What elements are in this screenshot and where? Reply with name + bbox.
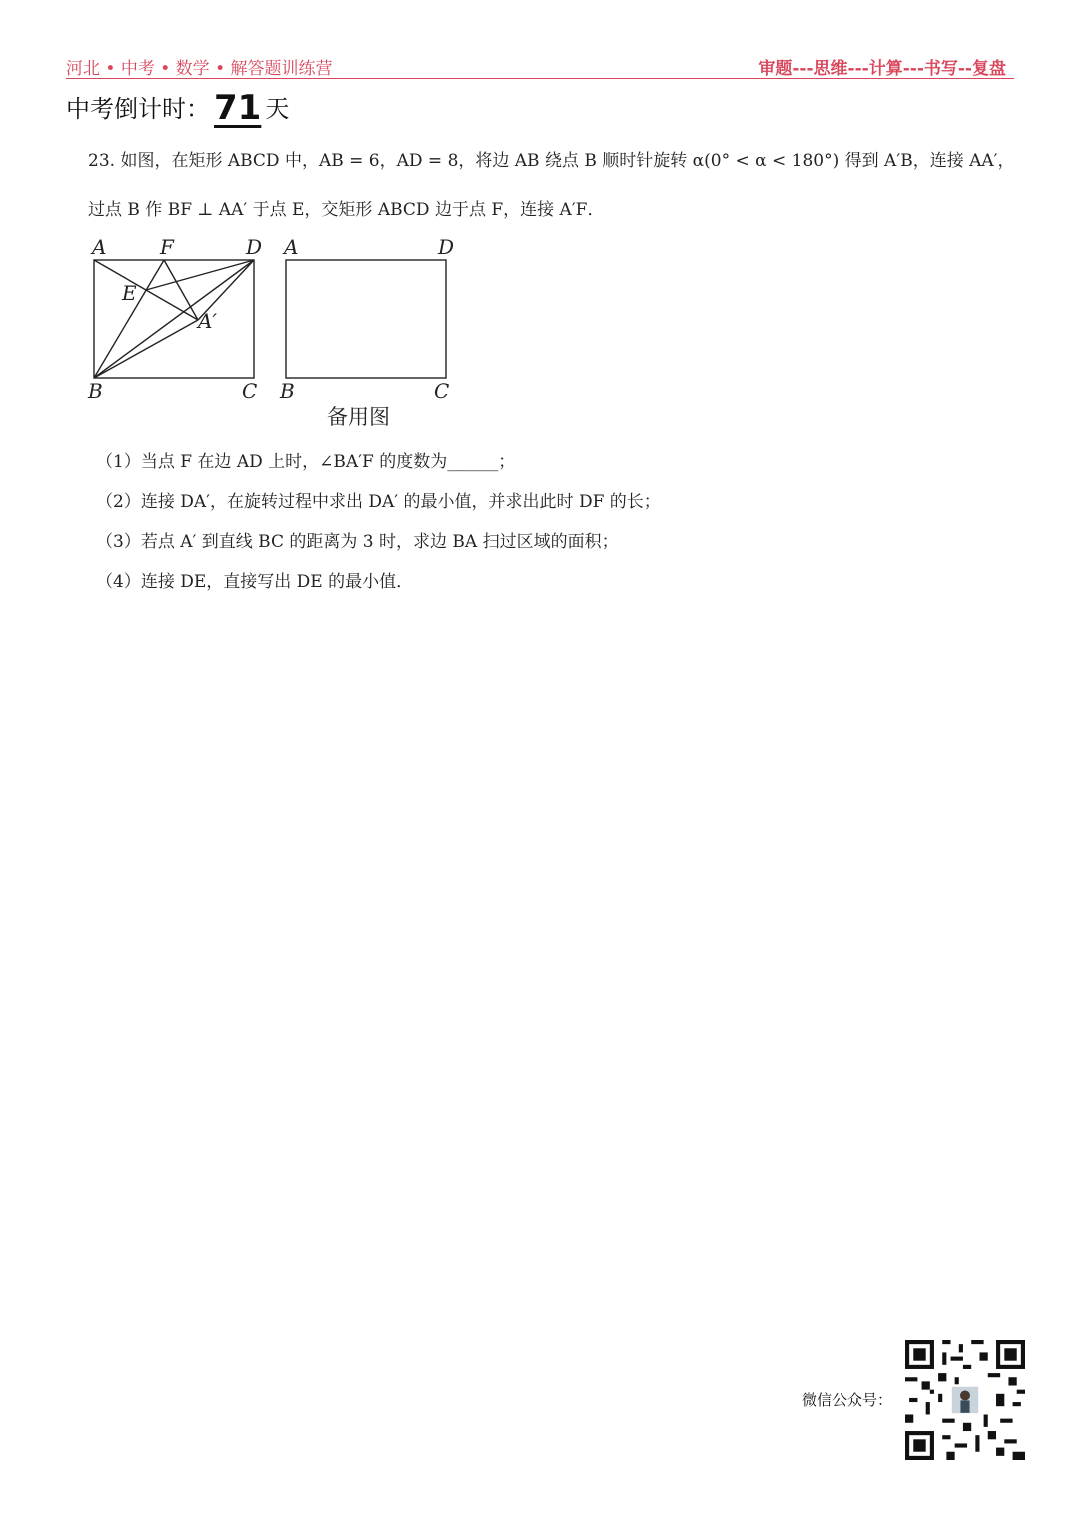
sub-question-3: （3）若点 A′ 到直线 BC 的距离为 3 时，求边 BA 扫过区域的面积；: [96, 532, 619, 552]
backup-label-a: A: [284, 235, 299, 259]
countdown-suffix: 天: [265, 95, 290, 123]
question-stem-line-2: 过点 B 作 BF ⊥ AA′ 于点 E，交矩形 ABCD 边于点 F，连接 A′F．: [88, 200, 605, 220]
header-steps: 审题---思维---计算---书写--复盘: [758, 59, 1006, 79]
segment-bf: [94, 260, 164, 378]
header-series-title: 河北 • 中考 • 数学 • 解答题训练营: [66, 59, 333, 79]
question-stem-line-1: 23. 如图，在矩形 ABCD 中，AB = 6，AD = 8，将边 AB 绕点 B 顺时针旋转 α(0° < α < 180°) 得到 A′B，连接 AA′，: [88, 151, 1015, 171]
countdown-days: 71: [214, 88, 262, 128]
backup-label-b: B: [280, 379, 295, 403]
figure-caption: 备用图: [327, 405, 390, 429]
countdown-prefix: 中考倒计时：: [66, 95, 210, 123]
backup-label-c: C: [434, 379, 450, 403]
wechat-qr-code[interactable]: [905, 1340, 1025, 1460]
wechat-label: 微信公众号：: [802, 1391, 893, 1409]
label-e: E: [122, 281, 137, 305]
sub-question-1: （1）当点 F 在边 AD 上时，∠BA′F 的度数为______；: [96, 452, 516, 472]
backup-rectangle-abcd: [286, 260, 446, 378]
segment-ba-prime: [94, 320, 198, 378]
page-header: [66, 52, 1014, 79]
geometry-figure: [80, 234, 480, 434]
label-a-prime: A′: [198, 309, 217, 333]
label-a: A: [92, 235, 107, 259]
backup-label-d: D: [438, 235, 455, 259]
label-b: B: [88, 379, 103, 403]
label-d: D: [246, 235, 263, 259]
segment-ed: [146, 260, 254, 290]
label-c: C: [242, 379, 258, 403]
sub-question-2: （2）连接 DA′，在旋转过程中求出 DA′ 的最小值，并求出此时 DF 的长；: [96, 492, 661, 512]
label-f: F: [160, 235, 174, 259]
sub-question-4: （4）连接 DE，直接写出 DE 的最小值．: [96, 572, 414, 592]
exam-countdown: [66, 90, 289, 126]
